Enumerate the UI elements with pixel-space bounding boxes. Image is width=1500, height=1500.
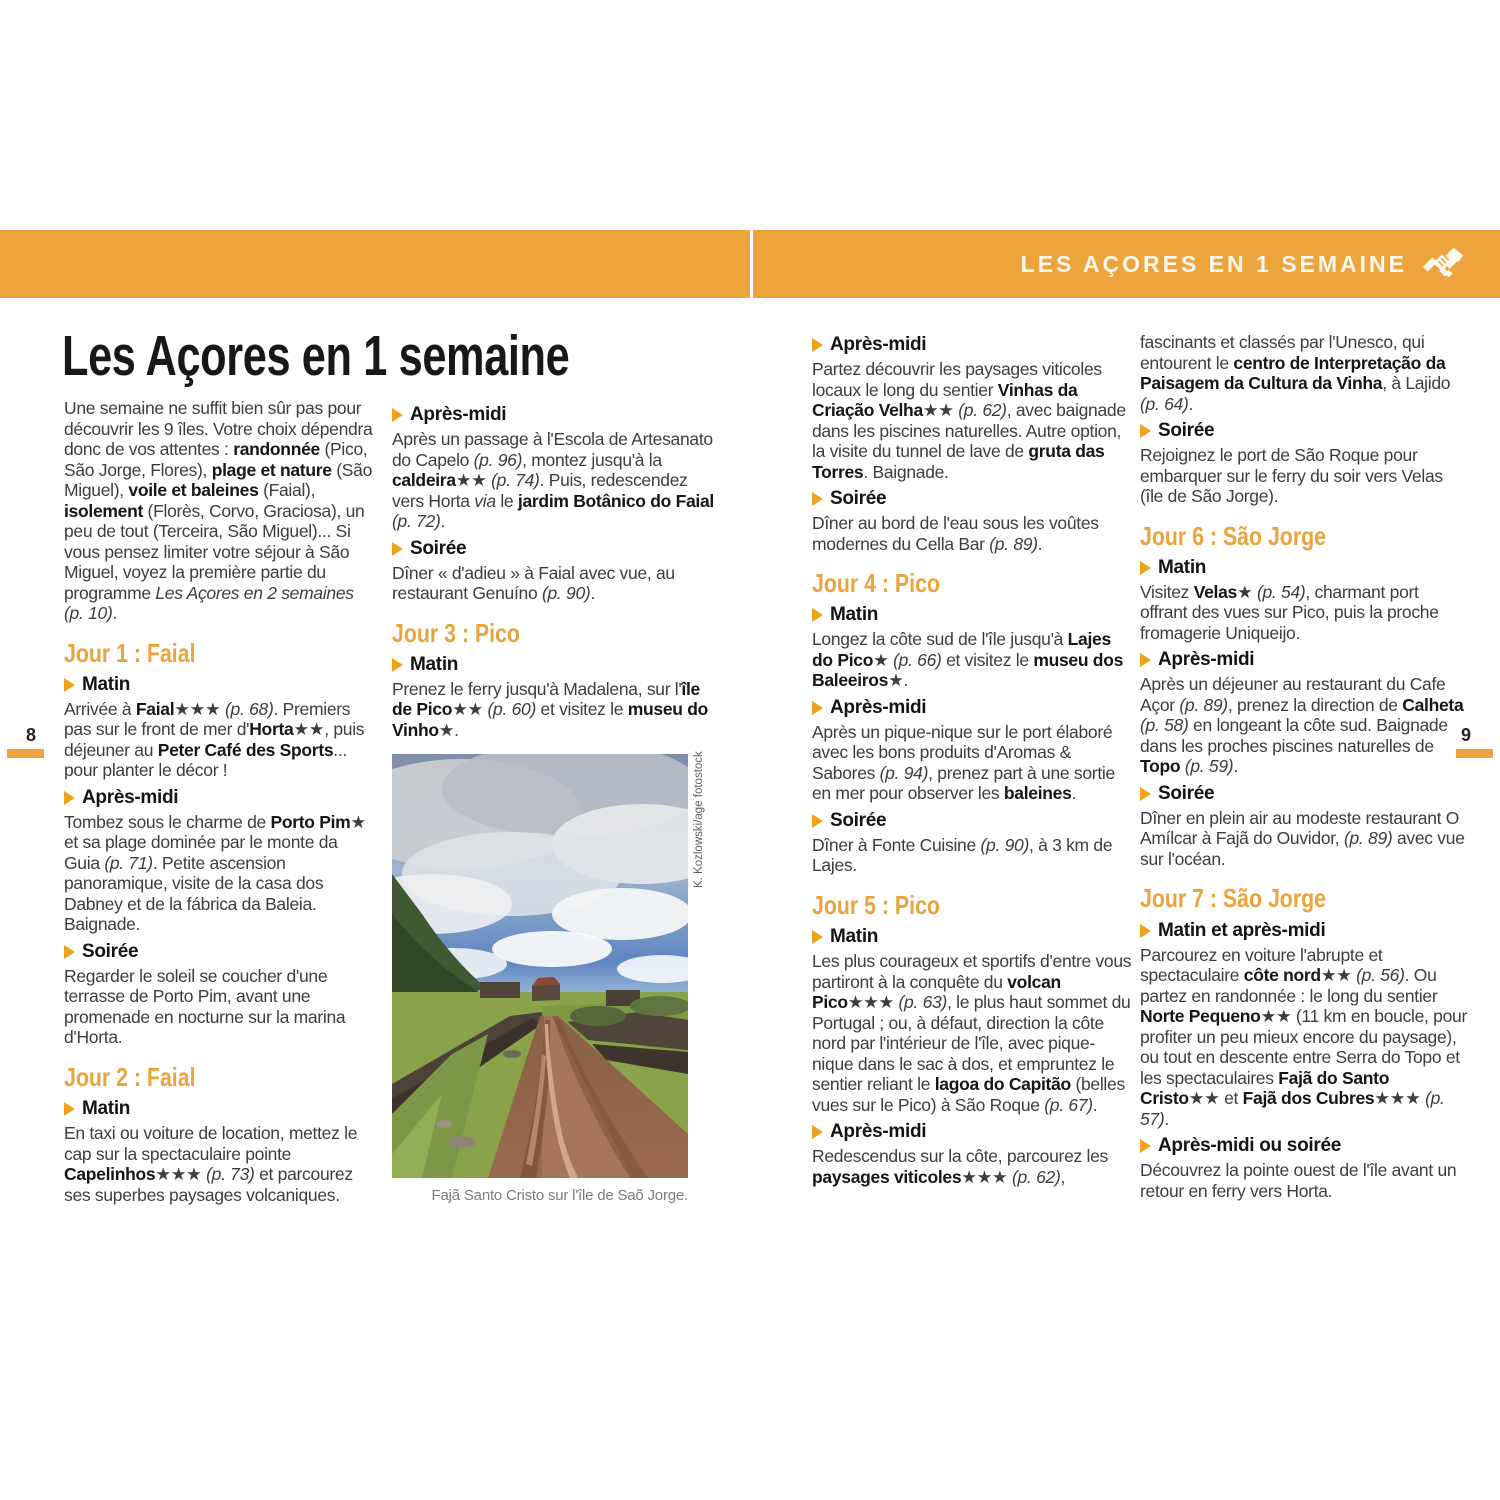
time-heading (1140, 920, 1470, 942)
italic-text: Les Açores en 2 semaines (p. 10) (64, 582, 354, 623)
text: ★★ et (1188, 1088, 1243, 1109)
time-heading (64, 941, 376, 963)
triangle-bullet-icon (1140, 924, 1151, 938)
text: . Petite ascension panoramique, visite de la casa dos Dabney et de la fábrica da Baleia. Baignade. (64, 852, 324, 935)
bold-text: jardim Botânico do Faial (517, 490, 714, 511)
time-label: Matin et après-midi (1158, 919, 1326, 941)
time-heading (1140, 783, 1470, 805)
text: avec vue sur l'océan. (1140, 828, 1465, 869)
time-heading (1140, 1135, 1470, 1157)
text: (belles vues sur le Pico) à São Roque (812, 1074, 1125, 1115)
text: ★. (888, 670, 909, 691)
triangle-bullet-icon (64, 1102, 75, 1116)
bold-text: Peter Café des Sports (157, 739, 334, 760)
bold-text: museu dos Baleeiros (812, 649, 1124, 691)
paragraph (392, 679, 722, 741)
italic-text: (p. 89) (1179, 694, 1228, 715)
text: , avec baignade dans les piscines naturelles. Autre option, la visite du tunnel de lave de (812, 400, 1126, 461)
time-label: Soirée (82, 940, 139, 962)
text: ★★ (1320, 965, 1357, 986)
day-heading: Jour 5 : Pico (812, 889, 940, 920)
time-heading (64, 787, 376, 809)
page-number-right: 9 (1461, 725, 1472, 745)
text: . (1037, 533, 1043, 554)
paragraph (392, 429, 722, 532)
paragraph (392, 563, 722, 604)
text: Parcourez en voiture l'abrupte et spectaculaire (1140, 944, 1383, 986)
bold-text: voile et baleines (128, 480, 259, 500)
bold-text: Faial (135, 698, 175, 719)
page-gutter (750, 230, 753, 298)
text: (Florès, Corvo, Graciosa), un peu de tout (Terceira, São Miguel)... Si vous pensez limiter votre séjour à São Miguel, voyez la première partie du programme (64, 500, 365, 603)
text: , prenez la direction de (1227, 694, 1403, 715)
time-heading (812, 1121, 1136, 1143)
text: , le plus haut sommet du Portugal ; ou, à défaut, direction la côte nord par l'intérieur de l'île, avec pique-nique dans le sac à dos, et empruntez le sentier reliant le (812, 992, 1131, 1095)
text: et visitez le (535, 699, 628, 720)
italic-text: (p. 64) (1140, 393, 1189, 414)
text: Prenez le ferry jusqu'à Madalena, sur l' (392, 678, 682, 699)
time-label: Soirée (410, 537, 467, 559)
time-heading (1140, 649, 1470, 671)
bold-text: randonnée (233, 439, 320, 459)
triangle-bullet-icon (1140, 1139, 1151, 1153)
text: Dîner en plein air au modeste restaurant O Amílcar à Fajã do Ouvidor, (1140, 807, 1460, 849)
italic-text: (p. 59) (1184, 756, 1234, 777)
time-label: Soirée (830, 488, 887, 509)
paragraph (1140, 1160, 1470, 1201)
paragraph (812, 951, 1136, 1115)
day-heading: Jour 3 : Pico (392, 617, 520, 648)
text: ★★★ (847, 992, 899, 1013)
text: ★★ (455, 470, 492, 490)
column-page9-right (1140, 332, 1470, 1204)
triangle-bullet-icon (812, 1125, 823, 1139)
chapter-title: LES AÇORES EN 1 SEMAINE (1020, 250, 1407, 277)
bold-text: Topo (1140, 756, 1181, 777)
time-label: Matin (82, 1098, 131, 1120)
text: en longeant la côte sud. Baignade dans les proches piscines naturelles de (1140, 715, 1448, 756)
italic-text: (p. 67) (1044, 1094, 1093, 1115)
page-title: Les Açores en 1 semaine (62, 324, 570, 388)
paragraph (812, 513, 1136, 554)
text: Rejoignez le port de São Roque pour embarquer sur le ferry du soir vers Velas (île de São Jorge). (1140, 445, 1443, 506)
text: . Puis, redescendez vers Horta (392, 470, 688, 511)
italic-text: (p. 73) (206, 1164, 255, 1185)
text: , charmant port offrant des vues sur Pico, puis la proche fromagerie Uniqueijo. (1140, 581, 1439, 643)
time-heading (812, 334, 1136, 356)
photo-caption: Fajã Santo Cristo sur l'île de Saõ Jorge. (431, 1187, 688, 1205)
column-page8-left (64, 398, 376, 1208)
bold-text: Horta (249, 719, 294, 740)
bold-text: paysages viticoles (812, 1166, 962, 1187)
handshake-icon (1420, 246, 1466, 282)
photo-credit: K. Kozlowski/age fotostock (693, 751, 705, 889)
text: ★★ (922, 400, 959, 420)
paragraph (1140, 808, 1470, 870)
time-heading (812, 604, 1136, 626)
time-label: Après-midi (410, 404, 507, 425)
italic-text: (p. 90) (980, 834, 1029, 855)
text: . (1233, 756, 1238, 777)
paragraph (1140, 332, 1470, 414)
text: , montez jusqu'à la (522, 449, 662, 470)
time-heading (1140, 420, 1470, 442)
bold-text: caldeira (392, 470, 456, 490)
text: fascinants et classés par l'Unesco, qui entourent le (1140, 332, 1425, 373)
triangle-bullet-icon (1140, 424, 1151, 438)
text: Dîner à Fonte Cuisine (812, 834, 981, 855)
text: Dîner « d'adieu » à Faial avec vue, au restaurant Genuíno (392, 562, 675, 603)
triangle-bullet-icon (812, 608, 823, 622)
triangle-bullet-icon (64, 791, 75, 805)
photo-figure (392, 751, 705, 1205)
bold-text: gruta das Torres (812, 441, 1105, 482)
triangle-bullet-icon (812, 492, 823, 506)
triangle-bullet-icon (812, 930, 823, 944)
text: Visitez (1140, 581, 1194, 602)
paragraph (64, 699, 376, 781)
paragraph (1140, 674, 1470, 777)
column-page9-left (812, 328, 1136, 1190)
landscape-photo (392, 754, 688, 1178)
text: (Faial), (258, 480, 316, 500)
triangle-bullet-icon (812, 338, 823, 352)
text: le (495, 490, 518, 511)
italic-text: (p. 94) (879, 762, 929, 783)
time-heading (64, 1098, 376, 1120)
text: . Premiers pas sur le front de mer d' (64, 698, 351, 740)
text: . (1188, 393, 1194, 414)
photo-illustration (392, 754, 688, 1178)
italic-text: (p. 57) (1140, 1088, 1445, 1129)
triangle-bullet-icon (64, 945, 75, 959)
text: Dîner au bord de l'eau sous les voûtes modernes du Cella Bar (812, 513, 1099, 554)
triangle-bullet-icon (392, 658, 403, 672)
triangle-bullet-icon (392, 408, 403, 422)
bold-text: Porto Pim (270, 811, 351, 832)
bold-text: Lajes do Pico (812, 629, 1111, 670)
triangle-bullet-icon (812, 814, 823, 828)
time-label: Après-midi (830, 334, 927, 355)
text: . Ou partez en randonnée : le long du sentier (1140, 965, 1438, 1006)
paragraph (812, 359, 1136, 482)
time-label: Soirée (1158, 420, 1215, 441)
time-heading (1140, 557, 1470, 579)
time-label: Soirée (1158, 782, 1215, 804)
bold-text: museu do Vinho (392, 699, 709, 740)
time-heading (392, 654, 722, 676)
text: , à Lajido (1382, 373, 1451, 393)
text: . (1071, 783, 1077, 804)
day-heading: Jour 7 : São Jorge (1140, 883, 1327, 914)
italic-text: (p. 71) (104, 852, 153, 873)
text: et parcourez ses superbes paysages volcaniques. (64, 1164, 353, 1205)
bold-text: isolement (64, 500, 143, 521)
time-label: Matin (82, 673, 131, 695)
bold-text: Fajã dos Cubres (1242, 1088, 1375, 1109)
triangle-bullet-icon (1140, 561, 1151, 575)
paragraph (812, 629, 1136, 691)
text: ★★★ (174, 698, 226, 719)
text: Les plus courageux et sportifs d'entre vous partiront à la conquête du (812, 951, 1132, 992)
time-heading (812, 926, 1136, 948)
text: ... pour planter le décor ! (64, 739, 347, 781)
triangle-bullet-icon (64, 678, 75, 692)
text: ★★★ (1374, 1088, 1426, 1109)
triangle-bullet-icon (1140, 653, 1151, 667)
bold-text: Fajã do Santo Cristo (1140, 1067, 1390, 1109)
text: ★. (438, 719, 459, 740)
paragraph (64, 812, 376, 935)
text: Découvrez la pointe ouest de l'île avant un retour en ferry vers Horta. (1140, 1160, 1457, 1201)
time-label: Après-midi (830, 1121, 927, 1143)
text: ★★★ (961, 1166, 1013, 1187)
text: . (590, 583, 596, 603)
bold-text: Capelinhos (64, 1164, 156, 1185)
text: Longez la côte sud de l'île jusqu'à (812, 629, 1068, 650)
text: ★ (873, 649, 894, 670)
time-label: Soirée (830, 809, 887, 831)
italic-text: (p. 66) (893, 649, 942, 670)
text: . Baignade. (863, 461, 949, 482)
italic-text: via (474, 490, 496, 511)
paragraph (1140, 582, 1470, 644)
paragraph (812, 722, 1136, 804)
text: , (1060, 1166, 1066, 1187)
italic-text: (p. 60) (487, 699, 536, 720)
time-label: Matin (410, 653, 459, 675)
italic-text: (p. 90) (541, 583, 591, 603)
time-heading (392, 404, 722, 426)
italic-text: (p. 62) (958, 400, 1007, 420)
italic-text: (p. 96) (473, 449, 523, 470)
bold-text: Calheta (1402, 694, 1464, 715)
italic-text: (p. 62) (1012, 1166, 1061, 1187)
paragraph (812, 1146, 1136, 1187)
italic-text: (p. 56) (1356, 965, 1405, 986)
time-label: Matin (830, 604, 879, 626)
italic-text: (p. 54) (1256, 581, 1306, 602)
text: ★★ (11 km en boucle, pour profiter un peu mieux encore du paysage), ou tout en descente entre Serra do Topo et les spectaculaires (1140, 1006, 1467, 1088)
time-label: Matin (830, 926, 879, 948)
italic-text: (p. 58) (1140, 715, 1189, 736)
time-label: Matin (1158, 556, 1207, 578)
text: (Pico, São Jorge, Flores), (64, 439, 368, 480)
paragraph (64, 1123, 376, 1205)
text: (São Miguel), (64, 459, 372, 500)
text: . (440, 511, 446, 531)
text: En taxi ou voiture de location, mettez le cap sur la spectaculaire pointe (64, 1123, 358, 1164)
bold-text: centro de Interpretação da Paisagem da Cultura da Vinha (1140, 352, 1446, 393)
italic-text: (p. 89) (989, 533, 1038, 554)
text: Une semaine ne suffit bien sûr pas pour découvrir les 9 îles. Votre choix dépendra donc de vos attentes : (64, 398, 373, 459)
time-heading (392, 538, 722, 560)
text: Tombez sous le charme de (64, 811, 271, 832)
column-page8-right (392, 398, 722, 1204)
text: ★★★ (155, 1164, 207, 1185)
chapter-band-right (1021, 230, 1466, 298)
page-edge-mark-right (1456, 749, 1493, 758)
text: , à 3 km de Lajes. (812, 834, 1113, 876)
bold-text: plage et nature (211, 459, 332, 480)
italic-text: (p. 63) (898, 992, 947, 1013)
text: Après un pique-nique sur le port élaboré avec les bons produits d'Aromas & Sabores (812, 721, 1113, 783)
bold-text: île de Pico (392, 678, 700, 720)
text: Après un déjeuner au restaurant du Cafe Açor (1140, 674, 1446, 715)
day-heading: Jour 4 : Pico (812, 568, 940, 598)
bold-text: lagoa do Capitão (934, 1074, 1071, 1095)
time-label: Après-midi (1158, 649, 1255, 671)
time-heading (812, 697, 1136, 719)
text: Arrivée à (64, 698, 136, 719)
paragraph (1140, 445, 1470, 507)
text: ★ (1236, 581, 1257, 602)
time-heading (812, 810, 1136, 832)
time-heading (812, 488, 1136, 510)
bold-text: Norte Pequeno (1140, 1006, 1261, 1027)
day-heading: Jour 6 : São Jorge (1140, 520, 1327, 551)
bold-text: volcan Pico (812, 971, 1061, 1013)
italic-text: (p. 68) (225, 698, 274, 719)
triangle-bullet-icon (1140, 787, 1151, 801)
page-edge-mark-left (7, 749, 44, 758)
paragraph (64, 966, 376, 1048)
time-label: Après-midi (82, 786, 179, 808)
paragraph (812, 835, 1136, 876)
bold-text: baleines (1003, 783, 1072, 804)
text: . (112, 603, 118, 623)
text: , prenez part à une sortie en mer pour observer les (812, 762, 1115, 804)
chapter-band (0, 230, 1500, 298)
time-heading (64, 674, 376, 696)
paragraph (1140, 945, 1470, 1130)
page-number-left: 8 (26, 725, 37, 745)
day-heading: Jour 2 : Faial (64, 1061, 196, 1092)
italic-text: (p. 74) (491, 470, 540, 490)
text: Redescendus sur la côte, parcourez les (812, 1146, 1108, 1167)
text: . (1164, 1108, 1169, 1129)
time-label: Après-midi ou soirée (1158, 1135, 1341, 1157)
text: ★★ (452, 699, 488, 720)
paragraph (64, 398, 376, 624)
text: ★ et sa plage dominée par le monte da Guia (64, 811, 366, 873)
text: . (1092, 1094, 1098, 1115)
text: Regarder le soleil se coucher d'une terrasse de Porto Pim, avant une promenade en nocturne sur la marina d'Horta. (64, 965, 346, 1048)
text: ★★, puis déjeuner au (64, 719, 365, 760)
triangle-bullet-icon (392, 542, 403, 556)
text: et visitez le (941, 649, 1034, 670)
bold-text: côte nord (1243, 965, 1321, 986)
bold-text: Velas (1193, 581, 1237, 602)
text: Partez découvrir les paysages viticoles locaux le long du sentier (812, 359, 1102, 400)
italic-text: (p. 89) (1343, 828, 1393, 849)
triangle-bullet-icon (812, 701, 823, 715)
italic-text: (p. 72) (392, 511, 441, 531)
time-label: Après-midi (830, 696, 927, 718)
bold-text: Vinhas da Criação Velha (812, 379, 1078, 420)
text: Après un passage à l'Escola de Artesanato do Capelo (392, 429, 713, 470)
day-heading: Jour 1 : Faial (64, 637, 196, 668)
